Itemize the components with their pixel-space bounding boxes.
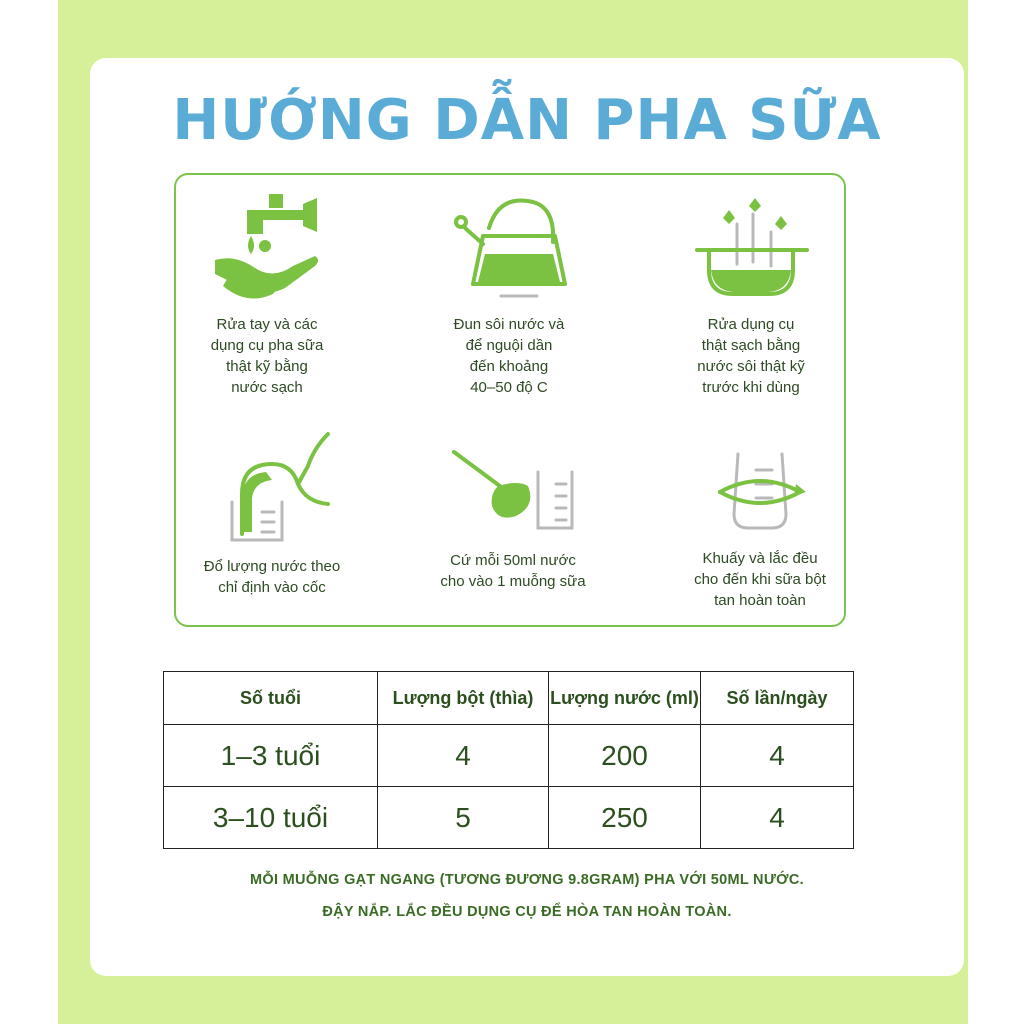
cell-water: 250 bbox=[549, 787, 701, 849]
header-water: Lượng nước (ml) bbox=[549, 672, 701, 725]
step-3-text: Rửa dụng cụ thật sạch bằng nước sôi thật kỹ trước khi dùng bbox=[697, 316, 805, 396]
scoop-icon bbox=[438, 438, 588, 542]
table-header-row bbox=[164, 672, 854, 725]
cell-powder: 5 bbox=[378, 787, 549, 849]
step-4-text: Đổ lượng nước theo chỉ định vào cốc bbox=[203, 558, 341, 596]
step-5-text: Cứ mỗi 50ml nước cho vào 1 muỗng sữa bbox=[440, 552, 586, 590]
pour-water-icon bbox=[202, 424, 342, 548]
cell-powder: 4 bbox=[378, 725, 549, 787]
cell-times: 4 bbox=[701, 787, 854, 849]
dosage-table bbox=[163, 671, 854, 849]
table-row bbox=[164, 787, 854, 849]
hand-washing-icon bbox=[207, 188, 327, 306]
header-times: Số lần/ngày bbox=[701, 672, 854, 725]
cell-water: 200 bbox=[549, 725, 701, 787]
step-3 bbox=[651, 188, 851, 398]
page-title: HƯỚNG DẪN PHA SỮA bbox=[172, 88, 882, 153]
step-6-text: Khuấy và lắc đều cho đến khi sữa bột tan hoàn toàn bbox=[694, 550, 826, 609]
step-2-text: Đun sôi nước và để nguội dần đến khoảng 40–50 độ C bbox=[453, 316, 565, 396]
step-1-text: Rửa tay và các dụng cụ pha sữa thật kỹ bằng nước sạch bbox=[210, 316, 324, 396]
table-row bbox=[164, 725, 854, 787]
header-powder: Lượng bột (thìa) bbox=[378, 672, 549, 725]
cell-age: 1–3 tuổi bbox=[164, 725, 378, 787]
step-6 bbox=[660, 444, 860, 611]
header-age: Số tuổi bbox=[164, 672, 378, 725]
note-line-1: MỖI MUỖNG GẠT NGANG (TƯƠNG ĐƯƠNG 9.8GRAM) PHA VỚI 50ML NƯỚC. bbox=[250, 872, 804, 888]
cell-times: 4 bbox=[701, 725, 854, 787]
step-2 bbox=[409, 188, 609, 398]
stir-shake-icon bbox=[700, 444, 820, 540]
step-1 bbox=[167, 188, 367, 398]
boiling-pot-icon bbox=[691, 188, 811, 306]
step-4 bbox=[172, 424, 372, 598]
kettle-icon bbox=[449, 188, 569, 306]
cell-age: 3–10 tuổi bbox=[164, 787, 378, 849]
step-5 bbox=[413, 438, 613, 592]
note-line-2: ĐẬY NẮP. LẮC ĐỀU DỤNG CỤ ĐỂ HÒA TAN HOÀN TOÀN. bbox=[322, 904, 732, 920]
